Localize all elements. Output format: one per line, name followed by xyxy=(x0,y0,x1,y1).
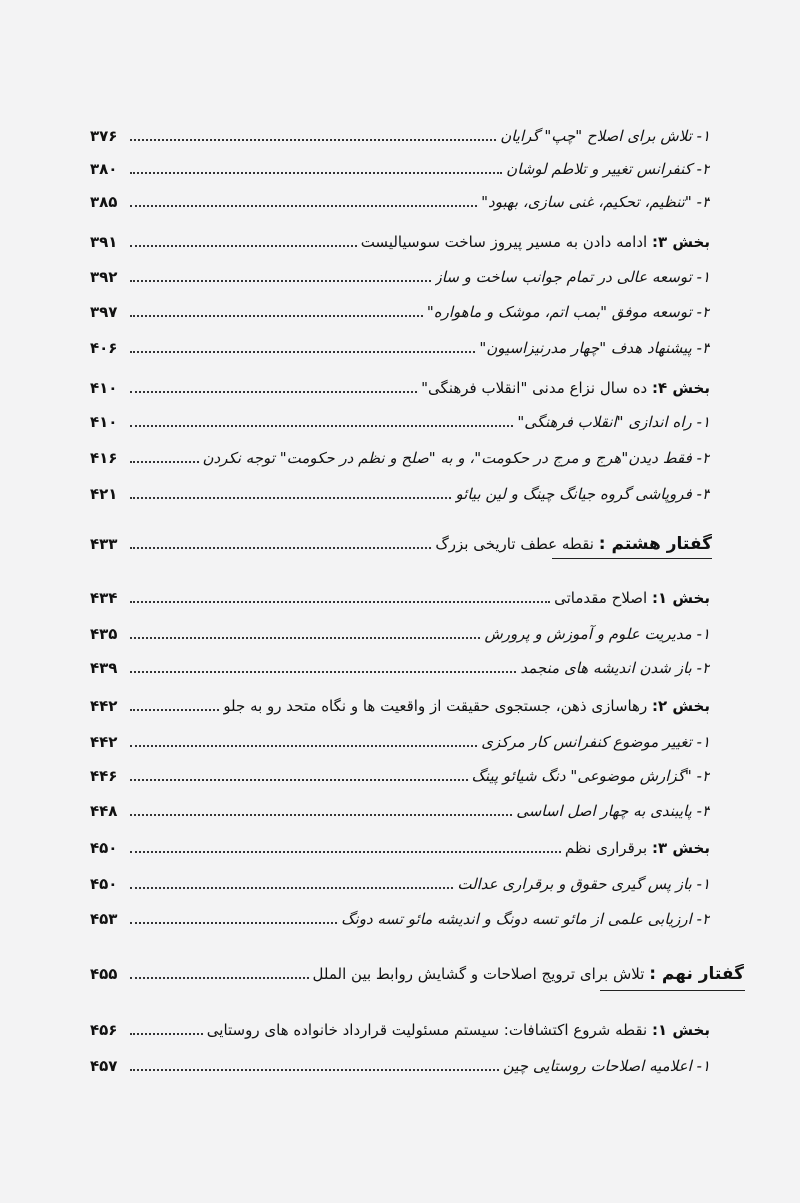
page-number: ۴۵۳ xyxy=(90,910,118,928)
dot-leader xyxy=(130,709,219,711)
toc-entry[interactable] xyxy=(90,901,710,929)
section-title: ده سال نزاع مدنی "انقلاب فرهنگی" xyxy=(421,379,648,397)
dot-leader xyxy=(130,315,423,317)
section-label: بخش ۲: xyxy=(651,697,710,715)
toc-chapter-entry[interactable] xyxy=(90,526,712,554)
page-number: ۴۱۶ xyxy=(90,449,118,467)
section-title: رهاسازی ذهن، جستجوی حقیقت از واقعیت ها و نگاه متحد رو به جلو xyxy=(223,697,648,715)
page-number: ۴۵۵ xyxy=(90,965,118,983)
dot-leader xyxy=(130,1033,203,1035)
entry-title: ۳- "تنظیم، تحکیم، غنی سازی، بهبود" xyxy=(481,193,710,211)
page-number: ۳۸۵ xyxy=(90,193,118,211)
chapter-underline xyxy=(600,990,745,991)
toc-entry[interactable] xyxy=(90,184,710,212)
entry-title xyxy=(554,588,710,608)
page-number: ۴۳۴ xyxy=(90,589,118,607)
page-number: ۳۷۶ xyxy=(90,127,118,145)
dot-leader xyxy=(130,139,496,141)
page-number: ۴۱۰ xyxy=(90,413,118,431)
toc-section-entry[interactable] xyxy=(90,580,710,608)
section-label: بخش ۳: xyxy=(651,233,710,251)
page-number: ۳۸۰ xyxy=(90,160,118,178)
entry-title: ۳- فروپاشی گروه جیانگ چینگ و لین بیائو xyxy=(455,485,710,503)
dot-leader xyxy=(130,887,453,889)
page-number: ۴۴۲ xyxy=(90,697,118,715)
dot-leader xyxy=(130,671,516,673)
toc-section-entry[interactable] xyxy=(90,370,710,398)
dot-leader xyxy=(130,280,431,282)
entry-title: ۱- مدیریت علوم و آموزش و پرورش xyxy=(484,625,710,643)
entry-title: ۱- راه اندازی "انقلاب فرهنگی" xyxy=(517,413,710,431)
toc-entry[interactable] xyxy=(90,118,710,146)
entry-title: ۱- اعلامیه اصلاحات روستایی چین xyxy=(502,1057,710,1075)
page-number: ۴۴۲ xyxy=(90,733,118,751)
toc-section-entry[interactable] xyxy=(90,688,710,716)
entry-title xyxy=(435,534,712,554)
dot-leader xyxy=(130,601,550,603)
dot-leader xyxy=(130,497,451,499)
entry-title: ۳- پیشنهاد هدف "چهار مدرنیزاسیون" xyxy=(479,339,710,357)
dot-leader xyxy=(130,461,199,463)
toc-entry[interactable] xyxy=(90,440,710,468)
toc-entry[interactable] xyxy=(90,616,710,644)
toc-entry[interactable] xyxy=(90,404,710,432)
page-number: ۴۱۰ xyxy=(90,379,118,397)
page-number: ۳۹۷ xyxy=(90,303,118,321)
section-title: ادامه دادن به مسیر پیروز ساخت سوسیالیست xyxy=(360,233,648,251)
section-title: برقراری نظم xyxy=(564,839,648,857)
entry-title xyxy=(207,1020,710,1040)
toc-entry[interactable] xyxy=(90,330,710,358)
toc-entry[interactable] xyxy=(90,866,710,894)
section-label: بخش ۴: xyxy=(651,379,710,397)
dot-leader xyxy=(130,637,480,639)
entry-title: ۲- باز شدن اندیشه های منجمد xyxy=(520,659,710,677)
section-label: بخش ۳: xyxy=(651,839,710,857)
toc-section-entry[interactable] xyxy=(90,1012,710,1040)
dot-leader xyxy=(130,779,468,781)
section-title: اصلاح مقدماتی xyxy=(554,589,648,607)
toc-entry[interactable] xyxy=(90,476,710,504)
dot-leader xyxy=(130,1069,499,1071)
page-number: ۴۵۶ xyxy=(90,1021,118,1039)
page-number: ۴۰۶ xyxy=(90,339,118,357)
chapter-title: تلاش برای ترویج اصلاحات و گشایش روابط بین الملل xyxy=(312,965,645,983)
entry-title: ۲- فقط دیدن"هرج و مرج در حکومت"، و به "صلح و نظم در حکومت" توجه نکردن xyxy=(202,449,710,467)
page-number: ۴۳۵ xyxy=(90,625,118,643)
page-number: ۳۹۱ xyxy=(90,233,118,251)
section-title: نقطه شروع اکتشافات: سیستم مسئولیت قرارداد خانواده های روستایی xyxy=(206,1021,648,1039)
toc-entry[interactable] xyxy=(90,650,710,678)
dot-leader xyxy=(130,977,309,979)
entry-title: ۱- باز پس گیری حقوق و برقراری عدالت xyxy=(457,875,710,893)
entry-title: ۲- کنفرانس تغییر و تلاطم لوشان xyxy=(506,160,710,178)
dot-leader xyxy=(130,391,417,393)
page-number: ۴۴۶ xyxy=(90,767,118,785)
toc-entry[interactable] xyxy=(90,793,710,821)
dot-leader xyxy=(130,851,561,853)
entry-title: ۱- تغییر موضوع کنفرانس کار مرکزی xyxy=(481,733,710,751)
dot-leader xyxy=(130,351,475,353)
entry-title xyxy=(223,696,710,716)
dot-leader xyxy=(130,547,431,549)
page-number: ۴۲۱ xyxy=(90,485,118,503)
page-number: ۴۵۰ xyxy=(90,875,118,893)
chapter-label: گفتار هشتم : xyxy=(598,534,712,554)
page-number: ۴۴۸ xyxy=(90,802,118,820)
dot-leader xyxy=(130,205,477,207)
toc-section-entry[interactable] xyxy=(90,224,710,252)
entry-title: ۲- ارزیابی علمی از مائو تسه دونگ و اندیشه مائو تسه دونگ xyxy=(341,910,710,928)
page-number: ۴۵۰ xyxy=(90,839,118,857)
dot-leader xyxy=(130,814,512,816)
section-label: بخش ۱: xyxy=(651,1021,710,1039)
entry-title xyxy=(421,378,710,398)
entry-title xyxy=(361,232,710,252)
toc-entry[interactable] xyxy=(90,1048,710,1076)
toc-chapter-entry[interactable] xyxy=(90,956,744,984)
page-number: ۳۹۲ xyxy=(90,268,118,286)
entry-title: ۲- توسعه موفق "بمب اتم، موشک و ماهواره" xyxy=(426,303,710,321)
page-number: ۴۳۳ xyxy=(90,535,118,553)
entry-title: ۱- توسعه عالی در تمام جوانب ساخت و ساز xyxy=(434,268,710,286)
entry-title: ۱- تلاش برای اصلاح "چپ" گرایان xyxy=(500,127,710,145)
toc-entry[interactable] xyxy=(90,294,710,322)
dot-leader xyxy=(130,745,477,747)
dot-leader xyxy=(130,425,513,427)
page-number: ۴۵۷ xyxy=(90,1057,118,1075)
chapter-label: گفتار نهم : xyxy=(649,964,744,984)
dot-leader xyxy=(130,172,502,174)
dot-leader xyxy=(130,245,357,247)
toc-entry[interactable] xyxy=(90,151,710,179)
toc-entry[interactable] xyxy=(90,758,710,786)
page-number: ۴۳۹ xyxy=(90,659,118,677)
entry-title xyxy=(313,964,744,984)
section-label: بخش ۱: xyxy=(651,589,710,607)
entry-title: ۲- "گزارش موضوعی" دنگ شیائو پینگ xyxy=(471,767,710,785)
entry-title xyxy=(565,838,710,858)
toc-entry[interactable] xyxy=(90,724,710,752)
dot-leader xyxy=(130,922,337,924)
chapter-title: نقطه عطف تاریخی بزرگ xyxy=(435,535,594,553)
toc-section-entry[interactable] xyxy=(90,830,710,858)
toc-entry[interactable] xyxy=(90,259,710,287)
entry-title: ۳- پایبندی به چهار اصل اساسی xyxy=(516,802,710,820)
chapter-underline xyxy=(552,558,712,559)
